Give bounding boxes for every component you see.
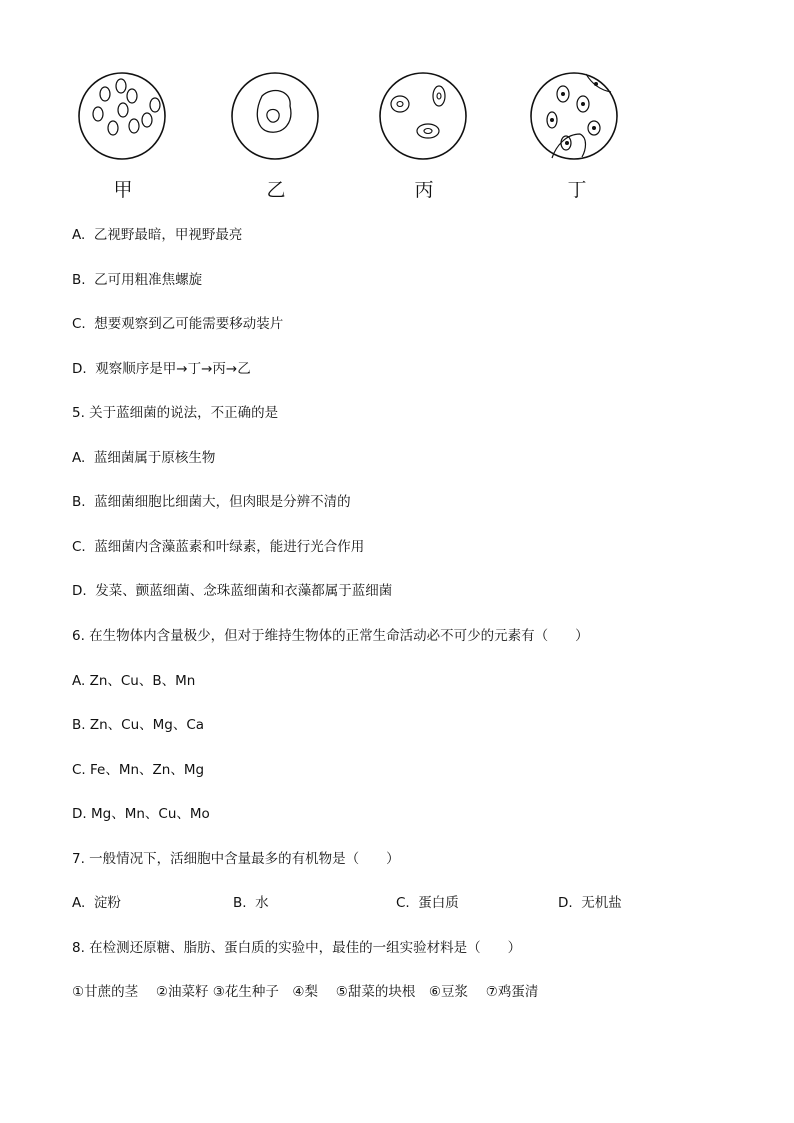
q6-option-d: D. Mg、Mn、Cu、Mo	[72, 806, 210, 822]
q5-option-a: A. 蓝细菌属于原核生物	[72, 450, 216, 466]
label-ding: 丁	[567, 179, 587, 201]
q7-option-d: D. 无机盐	[558, 895, 622, 911]
q6-stem: 6. 在生物体内含量极少，但对于维持生物体的正常生命活动必不可少的元素有（ ）	[72, 628, 589, 644]
field-jia	[79, 73, 165, 159]
field-ding	[531, 73, 617, 159]
field-yi	[232, 73, 318, 159]
q5-stem: 5. 关于蓝细菌的说法，不正确的是	[72, 405, 279, 421]
label-jia: 甲	[113, 179, 133, 201]
q5-option-b: B. 蓝细菌细胞比细菌大，但肉眼是分辨不清的	[72, 494, 351, 510]
q7-option-a: A. 淀粉	[72, 895, 121, 911]
q4-option-a: A. 乙视野最暗，甲视野最亮	[72, 227, 243, 243]
q6-option-c: C. Fe、Mn、Zn、Mg	[72, 762, 205, 778]
q8-materials: ①甘蔗的茎 ②油菜籽 ③花生种子 ④梨 ⑤甜菜的块根 ⑥豆浆 ⑦鸡蛋清	[72, 984, 539, 1000]
q7-option-b: B. 水	[233, 895, 269, 911]
q6-option-a: A. Zn、Cu、B、Mn	[72, 673, 196, 689]
field-bing	[380, 73, 466, 159]
label-bing: 丙	[414, 179, 434, 201]
q4-option-d: D. 观察顺序是甲→丁→丙→乙	[72, 361, 251, 377]
q5-option-c: C. 蓝细菌内含藻蓝素和叶绿素，能进行光合作用	[72, 539, 365, 555]
q7-stem: 7. 一般情况下，活细胞中含量最多的有机物是（ ）	[72, 851, 400, 867]
q7-option-c: C. 蛋白质	[396, 895, 459, 911]
q8-stem: 8. 在检测还原糖、脂肪、蛋白质的实验中，最佳的一组实验材料是（ ）	[72, 940, 522, 956]
q4-option-c: C. 想要观察到乙可能需要移动装片	[72, 316, 284, 332]
q4-option-b: B. 乙可用粗准焦螺旋	[72, 272, 203, 288]
label-yi: 乙	[266, 179, 286, 201]
q5-option-d: D. 发菜、颤蓝细菌、念珠蓝细菌和衣藻都属于蓝细菌	[72, 583, 393, 599]
q6-option-b: B. Zn、Cu、Mg、Ca	[72, 717, 205, 733]
